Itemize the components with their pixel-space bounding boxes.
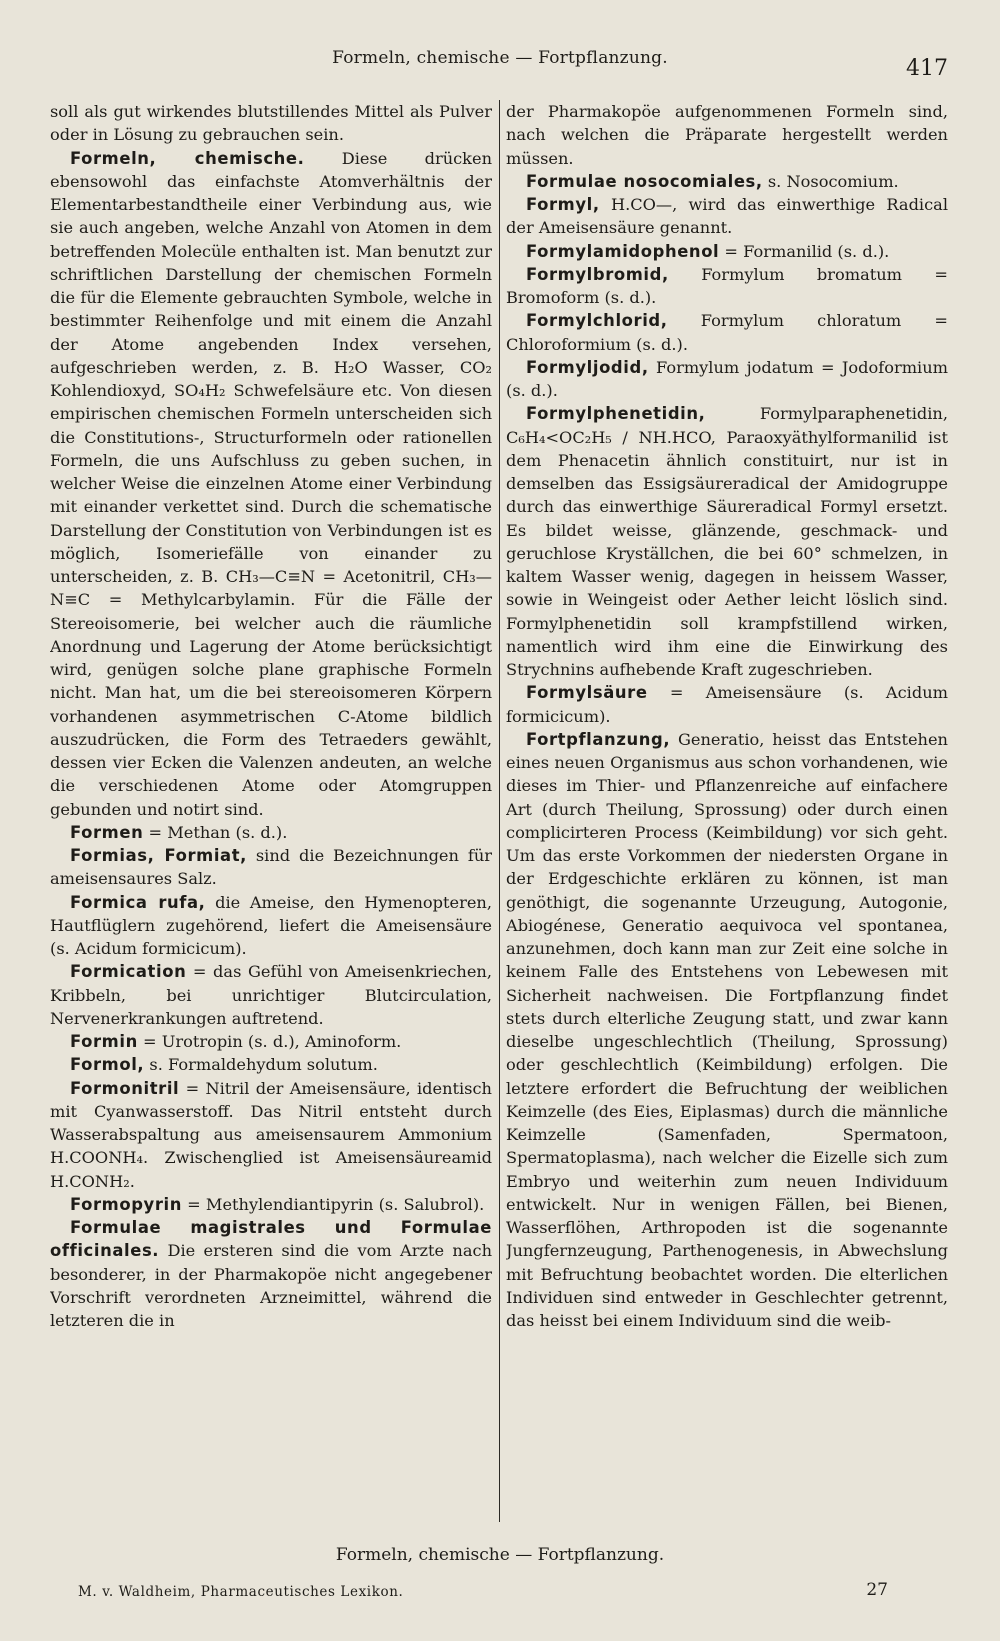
column-divider: [499, 100, 500, 1522]
entry-text: = Urotropin (s. d.), Aminoform.: [137, 1032, 402, 1051]
dictionary-entry: [506, 681, 948, 728]
dictionary-entry: [50, 891, 492, 961]
entry-headword: Formylbromid,: [526, 264, 669, 284]
dictionary-entry: [506, 193, 948, 240]
dictionary-entry: [506, 170, 948, 193]
entry-text: soll als gut wirkendes blutstillendes Mittel als Pulver oder in Lösung zu gebrauchen sein.: [50, 102, 492, 145]
page-number: 417: [906, 56, 948, 81]
dictionary-entry: [506, 240, 948, 263]
entry-headword: Formias, Formiat,: [70, 846, 247, 865]
entry-text: = Nitril der Ameisensäure, identisch mit Cyanwasserstoff. Das Nitril entsteht durch Wasserabspaltung aus ameisensaurem Ammonium H.COONH₄. Zwischenglied ist Ameisensäureamid H.CONH₂.: [50, 1078, 492, 1191]
entry-text: Formylparaphenetidin, C₆H₄<OC₂H₅ / NH.HCO, Paraoxyäthylformanilid ist dem Phenacetin ähnlich constituirt, nur ist in demselben das Essigsäureradical der Amidogruppe durch das einwerthige Säureradical Formyl ersetzt. Es bildet weisse, glänzende, geschmack- und geruchlose Kryställchen, die bei 60° schmelzen, in kaltem Wasser wenig, dagegen in heissem Wasser, sowie in Weingeist oder Aether leicht löslich sind. Formylphenetidin soll krampfstillend wirken, namentlich wird ihm eine die Einwirkung des Strychnins aufhebende Kraft zugeschrieben.: [506, 404, 948, 679]
entry-text: H.CO—, wird das einwerthige Radical der Ameisensäure genannt.: [506, 195, 948, 238]
dictionary-entry: [50, 1030, 492, 1053]
dictionary-entry: [50, 1077, 492, 1193]
entry-text: Formylum jodatum = Jodoformium (s. d.).: [506, 357, 948, 400]
entry-text: Formylum bromatum = Bromoform (s. d.).: [506, 264, 948, 307]
dictionary-entry: [50, 1216, 492, 1332]
entry-text: = Methan (s. d.).: [143, 822, 288, 842]
entry-text: Generatio, heisst das Entstehen eines neuen Organismus aus schon vorhandenen, wie dieses im Thier- und Pflanzenreiche auf einfachere Art (durch Theilung, Sprossung) oder durch einen complicirteren Process (Keimbildung) vor sich geht. Um das erste Vorkommen der niedersten Organe in der Erdgeschichte erklären zu können, ist man genöthigt, die sogenannte Urzeugung, Autogonie, Abiogénese, Generatio aequivoca vel spontanea, anzunehmen, doch kann man zur Zeit eine solche in keinem Falle des Entstehens von Lebewesen mit Sicherheit nachweisen. Die Fortpflanzung findet stets durch elterliche Zeugung statt, und zwar kann dieselbe ungeschlechtlich (Theilung, Sprossung) oder geschlechtlich (Keimbildung) erfolgen. Die letztere erfordert die Befruchtung der weiblichen Keimzelle (des Eies, Eiplasmas) durch die männliche Keimzelle (Samenfaden, Spermatoon, Spermatoplasma), nach welcher die Eizelle sich zum Embryo und weiterhin zum neuen Individuum entwickelt. Nur in wenigen Fällen, bei Bienen, Wasserflöhen, Arthropoden ist die sogenannte Jungfernzeugung, Parthenogenesis, in Abwechslung mit Befruchtung beobachtet worden. Die elterlichen Individuen sind entweder in Geschlechter getrennt, das heisst bei einem Individuum sind die weib-: [506, 729, 948, 1330]
dictionary-entry: [506, 100, 948, 170]
entry-headword: Formylphenetidin,: [526, 404, 706, 424]
entry-headword: Formication: [70, 962, 187, 982]
dictionary-entry: [50, 1053, 492, 1076]
entry-headword: Formulae magistrales und Formulae officinales.: [50, 1218, 492, 1261]
entry-text: s. Formaldehydum solutum.: [144, 1055, 378, 1075]
entry-headword: Formica rufa,: [70, 892, 206, 912]
dictionary-entry: [506, 402, 948, 681]
entry-text: Formylum chloratum = Chloroformium (s. d.).: [506, 311, 948, 354]
text-columns: [50, 100, 948, 1522]
dictionary-entry: [50, 960, 492, 1030]
dictionary-entry: [50, 1193, 492, 1216]
entry-headword: Formin: [70, 1032, 138, 1051]
entry-text: = das Gefühl von Ameisenkriechen, Kribbeln, bei unrichtiger Blutcirculation, Nervenerkrankungen auftretend.: [50, 962, 492, 1028]
entry-headword: Formulae nosocomiales,: [526, 171, 763, 191]
dictionary-entry: [506, 356, 948, 403]
entry-headword: Formen: [70, 822, 144, 842]
entry-headword: Formylchlorid,: [526, 311, 668, 331]
dictionary-entry: [506, 728, 948, 1333]
dictionary-entry: [50, 100, 492, 147]
entry-text: = Ameisensäure (s. Acidum formicicum).: [506, 683, 948, 726]
dictionary-entry: [506, 263, 948, 310]
sheet-number: 27: [866, 1580, 888, 1600]
entry-text: der Pharmakopöe aufgenommenen Formeln sind, nach welchen die Präparate hergestellt werden müssen.: [506, 102, 948, 168]
entry-headword: Formyljodid,: [526, 357, 649, 377]
dictionary-entry: [50, 821, 492, 844]
left-column: [50, 100, 492, 1522]
dictionary-entry: [506, 309, 948, 356]
imprint-line: M. v. Waldheim, Pharmaceutisches Lexikon.: [78, 1584, 404, 1600]
entry-text: Die ersteren sind die vom Arzte nach besonderer, in der Pharmakopöe nicht angegebener Vorschrift verordneten Arzneimittel, während die letzteren die in: [50, 1241, 492, 1330]
dictionary-entry: [50, 147, 492, 821]
entry-headword: Formeln, chemische.: [70, 148, 305, 168]
entry-text: die Ameise, den Hymenopteren, Hautflüglern zugehörend, liefert die Ameisensäure (s. Acidum formicicum).: [50, 892, 492, 958]
entry-text: = Formanilid (s. d.).: [719, 241, 890, 261]
entry-headword: Fortpflanzung,: [526, 729, 671, 749]
entry-text: sind die Bezeichnungen für ameisensaures Salz.: [50, 846, 492, 889]
footer-running-title: Formeln, chemische — Fortpflanzung.: [335, 1545, 665, 1565]
entry-headword: Formonitril: [70, 1078, 180, 1098]
entry-text: Diese drücken ebensowohl das einfachste Atomverhältnis der Elementarbestandtheile einer Verbindung aus, wie sie auch angeben, welche Anzahl von Atomen in dem betreffenden Molecüle enthalten ist. Man benutzt zur schriftlichen Darstellung der chemischen Formeln die für die Elemente gebrauchten Symbole, welche in bestimmter Reihenfolge und mit einem die Anzahl der Atome angebenden Index versehen, aufgeschrieben werden, z. B. H₂O Wasser, CO₂ Kohlendioxyd, SO₄H₂ Schwefelsäure etc. Von diesen empirischen chemischen Formeln unterscheiden sich die Constitutions-, Structurformeln oder rationellen Formeln, die uns Aufschluss zu geben suchen, in welcher Weise die einzelnen Atome einer Verbindung mit einander verkettet sind. Durch die schematische Darstellung der Constitution von Verbindungen ist es möglich, Isomeriefälle von einander zu unterscheiden, z. B. CH₃—C≡N = Acetonitril, CH₃—N≡C = Methylcarbylamin. Für die Fälle der Stereoisomerie, bei welcher auch die räumliche Anordnung und Lagerung der Atome berücksichtigt wird, genügen solche plane graphische Formeln nicht. Man hat, um die bei stereoisomeren Körpern vorhandenen asymmetrischen C-Atome bildlich auszudrücken, die Form des Tetraeders gewählt, dessen vier Ecken die Valenzen andeuten, an welche die verschiedenen Atome oder Atomgruppen gebunden und notirt sind.: [50, 148, 492, 819]
entry-text: s. Nosocomium.: [762, 171, 899, 191]
running-head: Formeln, chemische — Fortpflanzung.: [332, 48, 668, 68]
entry-headword: Formopyrin: [70, 1194, 183, 1214]
entry-headword: Formyl,: [526, 195, 600, 214]
dictionary-entry: [50, 844, 492, 891]
entry-headword: Formol,: [70, 1055, 145, 1075]
right-column: [506, 100, 948, 1522]
entry-headword: Formylsäure: [526, 683, 648, 703]
entry-headword: Formylamidophenol: [526, 241, 720, 261]
entry-text: = Methylendiantipyrin (s. Salubrol).: [182, 1194, 485, 1214]
